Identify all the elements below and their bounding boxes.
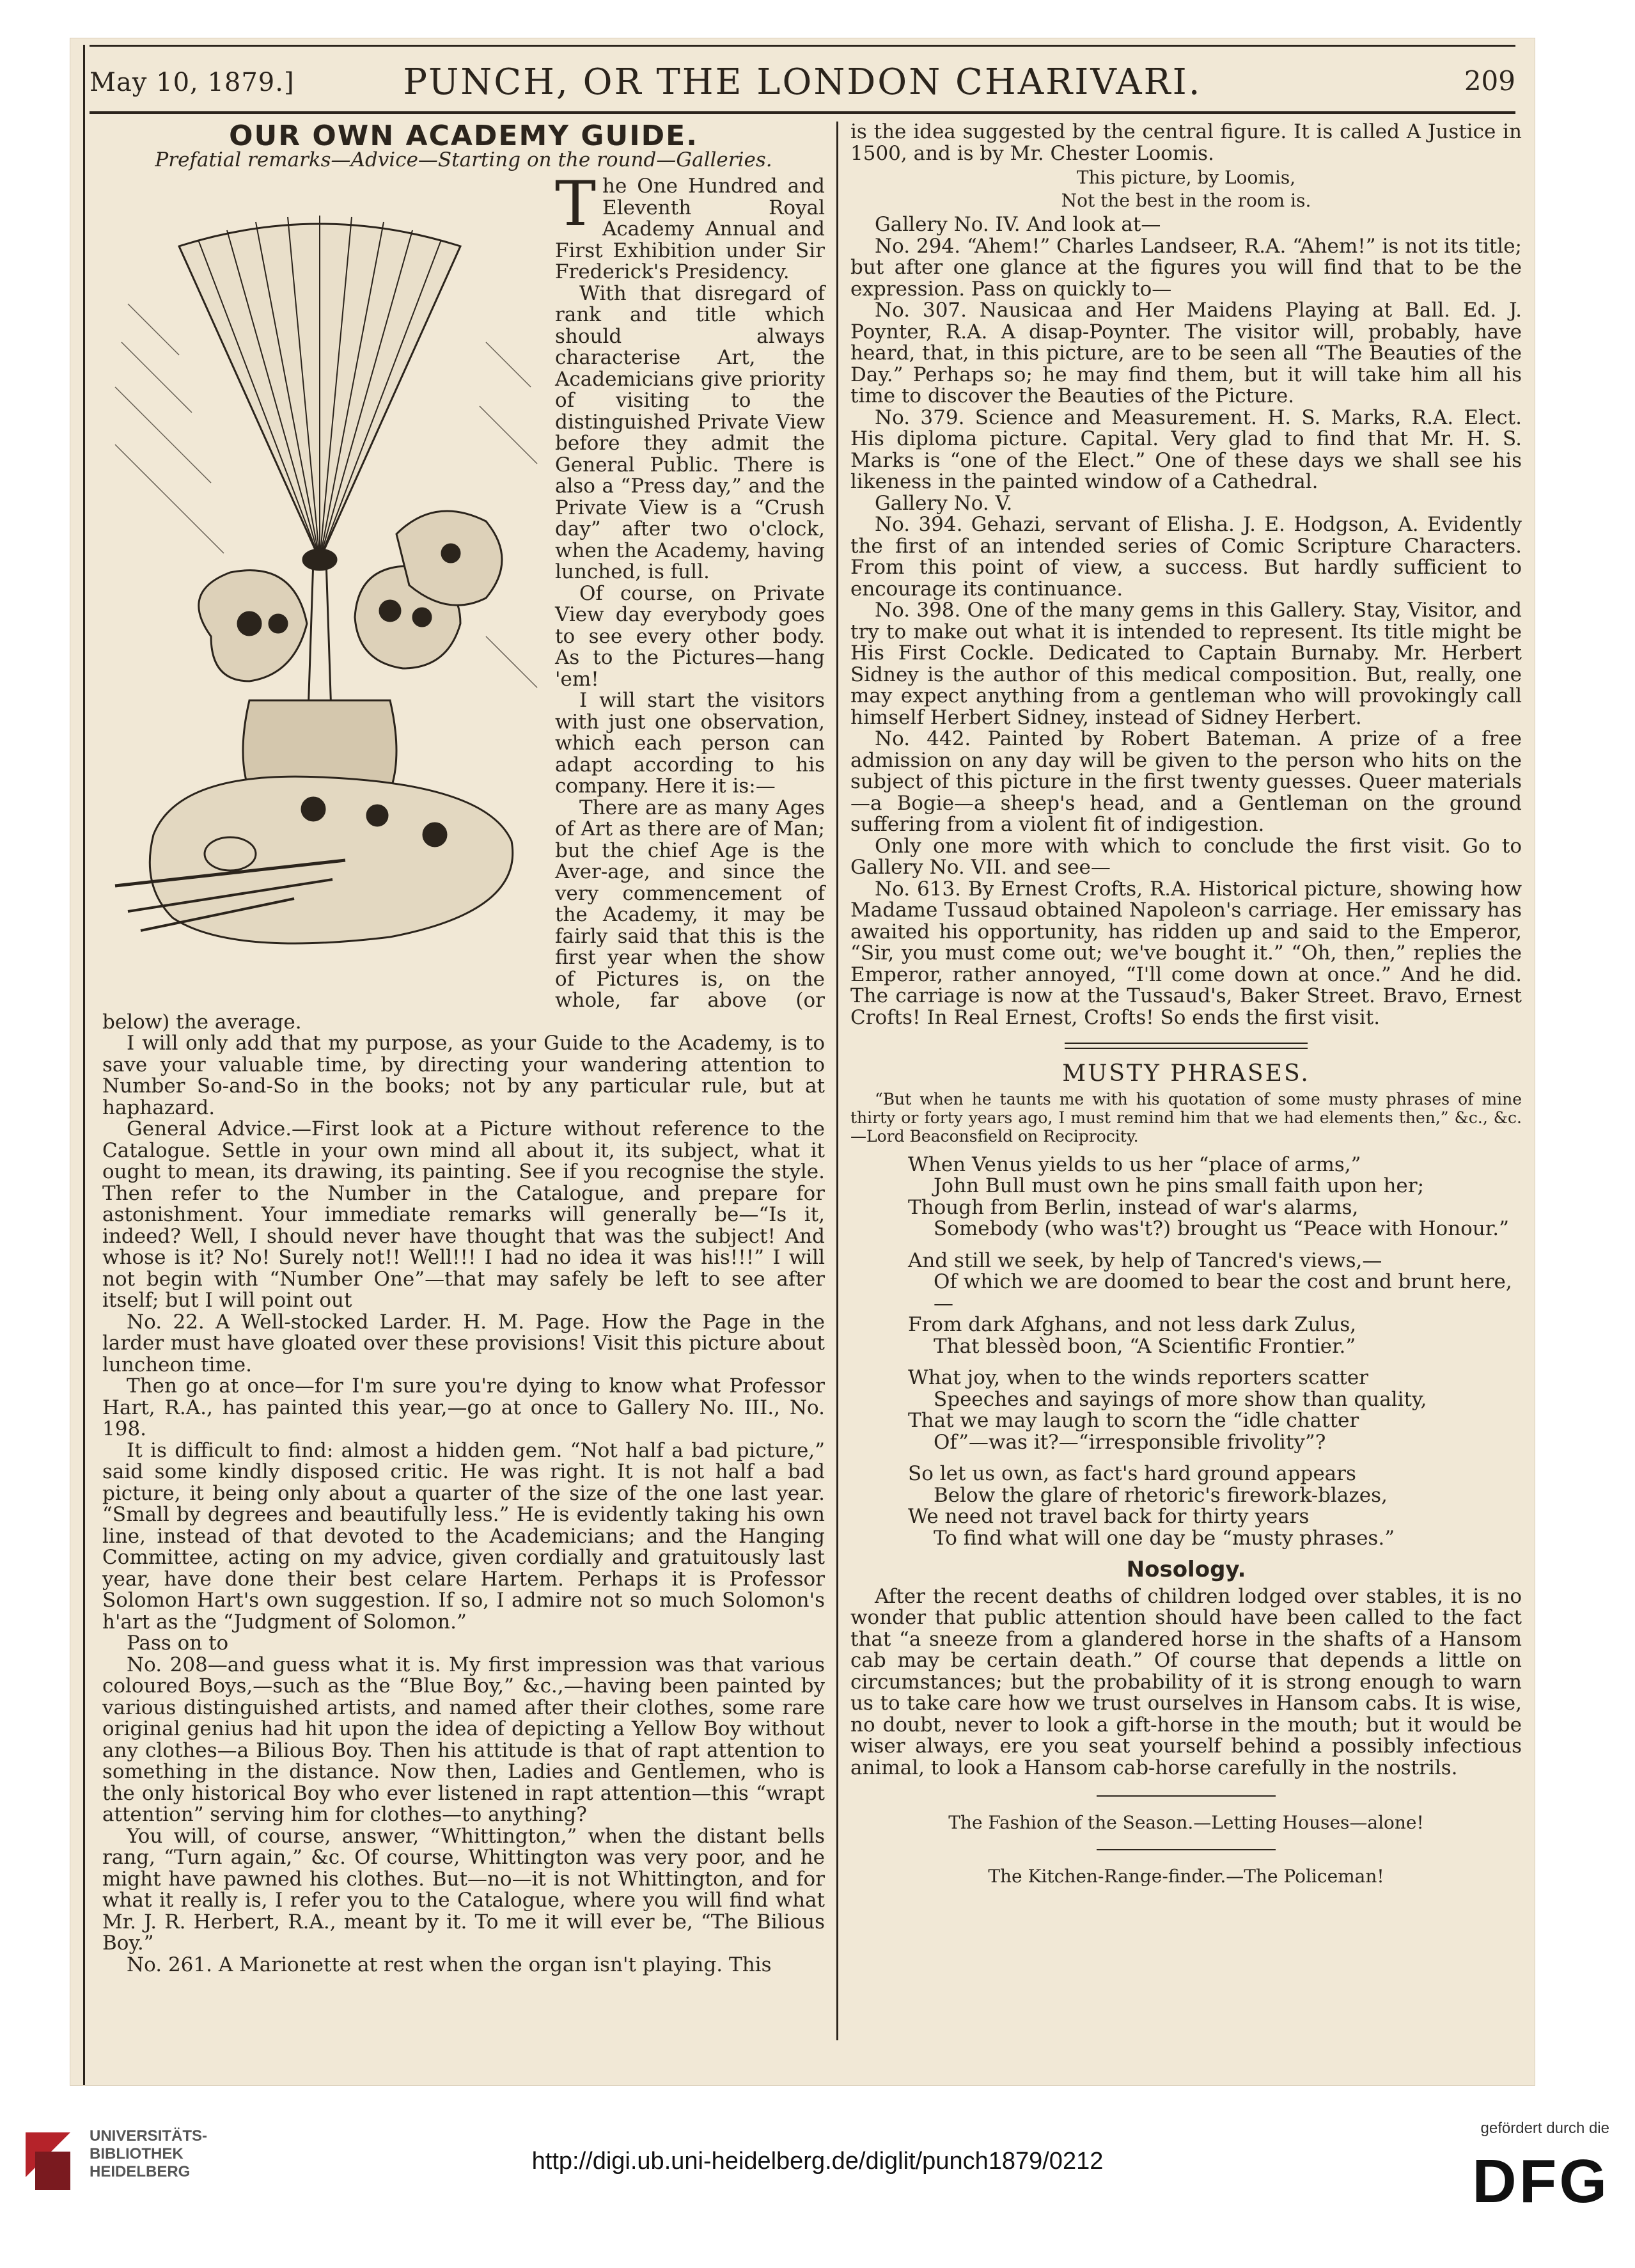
running-head [90,50,1515,114]
paragraph: General Advice.—First look at a Picture without reference to the Catalogue. Settle in your own mind all about it, its subject, what it ought to mean, its drawing, its painting. See if you recognise the style. Then refer to the Number in the Catalogue, and prepare for astonishment. Your immediate remarks will generally be—“Is it, indeed? Well, I should never have thought that was the subject! And whose is it? No! Surely not!! Well!!! I had no idea it was his!!!” I will not begin with “Number One”—that may safely be left to see after itself; but I will point out [102,1117,825,1312]
article-subtitle: Prefatial remarks—Advice—Starting on the round—Galleries. [155,148,772,171]
section-divider [1097,1849,1276,1850]
epigraph: “But when he taunts me with his quotation of some musty phrases of mine thirty or forty years ago, I must remind him that we had elements then,” &c., &c.—Lord Beaconsfield on Reciprocity. [850,1089,1522,1146]
stanza [908,1154,1522,1240]
paragraph: I will start the visitors with just one observation, which each person can adapt according to his company. Here it is:— [555,689,825,798]
couplet-line: Not the best in the room is. [1061,190,1311,211]
left-border [83,45,85,2085]
poem-line: When Venus yields to us her “place of arms,” [908,1153,1361,1176]
paragraph: No. 261. A Marionette at rest when the organ isn't playing. This [127,1953,772,1976]
stanza [908,1367,1522,1453]
article-title: OUR OWN ACADEMY GUIDE. [229,120,698,152]
right-column [850,122,1522,1890]
paragraph: I will only add that my purpose, as your Guide to the Academy, is to save your valuable time, by directing your wandering attention to Number So-and-So in the books; not by any particular rule, but at haphazard. [102,1032,825,1119]
left-column [102,122,825,1976]
digitization-footer [0,2111,1635,2268]
paragraph: Gallery No. V. [875,491,1013,515]
paragraph: There are as many Ages of Art as there are of Man; but the chief Age is the Aver-age, and since the very commencement of the Academy, it may be fairly said that this is the first year when the show of Pictures is, on the whole, far above (or below) the average. [102,796,825,1034]
page-number: 209 [1464,65,1515,97]
poem-line: Though from Berlin, instead of war's alarms, [908,1195,1359,1219]
library-line: BIBLIOTHEK [90,2145,184,2162]
poem-line: Of which we are doomed to bear the cost and brunt here,— [934,1270,1512,1315]
fan-skulls-palette-illustration [102,176,544,1001]
poem-line: We need not travel back for thirty years [908,1505,1310,1528]
couplet-line: This picture, by Loomis, [1076,167,1296,188]
poem-line: To find what will one day be “musty phrases.” [934,1526,1395,1550]
library-line: UNIVERSITÄTS- [90,2127,208,2145]
intro-paragraph: he One Hundred and Eleventh Royal Academy Annual and First Exhibition under Sir Frederick's Presidency. [555,175,825,283]
top-border [90,45,1515,47]
poem-line: Of”—was it?—“irresponsible frivolity”? [934,1430,1326,1454]
poem-line: John Bull must own he pins small faith upon her; [934,1174,1425,1197]
kitchen-note: The Kitchen-Range-finder.—The Policeman! [988,1866,1384,1887]
issue-date: May 10, 1879.] [90,68,295,97]
section-divider [1097,1795,1276,1797]
poem-line: That we may laugh to scorn the “idle chatter [908,1409,1359,1432]
musty-phrases-title: MUSTY PHRASES. [1062,1060,1310,1087]
dfg-logo: DFG [1472,2147,1609,2216]
publication-title: PUNCH, OR THE LONDON CHARIVARI. [403,61,1202,103]
section-divider [1065,1043,1308,1049]
paragraph: No. 22. A Well-stocked Larder. H. M. Page. How the Page in the larder must have gloated over these provisions! Visit this picture about luncheon time. [102,1310,825,1376]
stanza [908,1250,1522,1358]
paragraph: Gallery No. IV. And look at— [875,213,1161,236]
paragraph: Then go at once—for I'm sure you're dying to know what Professor Hart, R.A., has painted this year,—go at once to Gallery No. III., No. 198. [102,1374,825,1440]
poem-line: Somebody (who was't?) brought us “Peace with Honour.” [934,1217,1509,1240]
poem-line: That blessèd boon, “A Scientific Frontier.” [934,1334,1356,1358]
poem-line: So let us own, as fact's hard ground appears [908,1462,1356,1485]
paragraph: No. 398. One of the many gems in this Gallery. Stay, Visitor, and try to make out what it is intended to represent. Its title might be His First Cockle. Dedicated to Captain Burnaby. Mr. Herbert Sidney is the author of this medical composition. But, really, one may expect anything from a gentleman who will provokingly call himself Herbert Sidney, instead of Sidney Herbert. [850,599,1522,729]
paragraph: With that disregard of rank and title which should always characterise Art, the Academicians give priority of visiting to the distinguished Private View before they admit the General Public. There is also a “Press day,” and the Private View is a “Crush day” after two o'clock, when the Academy, having lunched, is full. [555,281,825,583]
paragraph: No. 294. “Ahem!” Charles Landseer, R.A. “Ahem!” is not its title; but after one glance at the figures you will find that to be the expression. Pass on quickly to— [850,234,1522,301]
paragraph: Pass on to [127,1632,229,1655]
poem-line: From dark Afghans, and not less dark Zulus, [908,1313,1357,1336]
paragraph: You will, of course, answer, “Whittington,” when the distant bells rang, “Turn again,” &c. Of course, Whittington was very poor, and he might have pawned his clothes. But—no—it is not Whittington, and for what it really is, I refer you to the Catalogue, where you will find what Mr. J. R. Herbert, R.A., meant by it. To me it will ever be, “The Bilious Boy.” [102,1824,825,1955]
dropcap-t: T [555,168,597,240]
paragraph: No. 307. Nausicaa and Her Maidens Playing at Ball. Ed. J. Poynter, R.A. A disap-Poynter. The visitor will, probably, have heard, that, in this picture, are to be seen all “The Beauties of the Day.” Perhaps so; he may find them, but it will take him all his time to discover the Beauties of the Picture. [850,299,1522,407]
paragraph: It is difficult to find: almost a hidden gem. “Not half a bad picture,” said some kindly disposed critic. He was right. It is not half a bad picture, it being only about a quarter of the size of the one last year. “Small by degrees and beautifully less.” He is evidently taking his own line, instead of that devoted to the Academicians; and the Hanging Committee, acting on my advice, given cordially and gratuitously last year, have done their best celare Hartem. Perhaps it is Professor Solomon Hart's own suggestion. If so, I admire not so much Solomon's h'art as the “Judgment of Solomon.” [102,1438,825,1634]
paragraph: No. 379. Science and Measurement. H. S. Marks, R.A. Elect. His diploma picture. Capital. Very glad to find that Mr. H. S. Marks is “one of the Elect.” One of these days we shall see his likeness in the painted window of a Cathedral. [850,406,1522,493]
poem-line: What joy, when to the winds reporters scatter [908,1366,1368,1389]
paragraph: No. 442. Painted by Robert Bateman. A prize of a free admission on any day will be given to the person who hits on the subject of this picture in the first twenty guesses. Queer materials—a Bogie—a sheep's head, and a Gentleman on the ground suffering from a violent fit of indigestion. [850,727,1522,836]
paragraph: is the idea suggested by the central figure. It is called A Justice in 1500, and is by Mr. Chester Loomis. [850,120,1522,165]
paragraph: No. 394. Gehazi, servant of Elisha. J. E. Hodgson, A. Evidently the first of an intended series of Comic Scripture Characters. From this point of view, a success. But hardly sufficient to encourage its continuance. [850,513,1522,601]
source-url-link[interactable]: http://digi.ub.uni-heidelberg.de/diglit/punch1879/0212 [531,2148,1104,2175]
newspaper-page [70,38,1535,2085]
paragraph: Only one more with which to conclude the first visit. Go to Gallery No. VII. and see— [850,834,1522,879]
fashion-note: The Fashion of the Season.—Letting Houses—alone! [948,1812,1424,1833]
paragraph: Of course, on Private View day everybody goes to see every other body. As to the Pictures—hang 'em! [555,581,825,691]
poem-line: And still we seek, by help of Tancred's views,— [908,1248,1382,1272]
paragraph: No. 208—and guess what it is. My first impression was that various coloured Boys,—such as the “Blue Boy,” &c.,—having been painted by various distinguished artists, and named after their clothes, some rare original genius had hit upon the idea of depicting a Yellow Boy without any clothes—a Bilious Boy. Then his attitude is that of rapt attention to something in the distance. Now then, Ladies and Gentlemen, who is the only historical Boy who ever listened in rapt attention—this “wrapt attention” serving him for clothes—to anything? [102,1653,825,1826]
nosology-title: Nosology. [1126,1557,1246,1582]
library-line: HEIDELBERG [90,2163,191,2180]
poem-line: Speeches and sayings of more show than quality, [934,1387,1427,1411]
poem [908,1154,1522,1550]
column-divider [836,122,838,2040]
stanza [908,1463,1522,1549]
poem-line: Below the glare of rhetoric's firework-blazes, [934,1483,1388,1507]
paragraph: After the recent deaths of children lodged over stables, it is no wonder that public attention should have been called to the fact that “a sneeze from a glandered horse in the shafts of a Hansom cab may be certain death.” Of course that depends a little on circumstances; but the probability of it is strong enough to warn us to take care how we trust ourselves in Hansom cabs. It is wise, no doubt, never to look a gift-horse in the mouth; but it would be wiser always, ere you seat yourself behind a possibly infectious animal, to look a Hansom cab-horse carefully in the nostrils. [850,1584,1522,1779]
funded-by-label: gefördert durch die [1480,2120,1609,2137]
paragraph: No. 613. By Ernest Crofts, R.A. Historical picture, showing how Madame Tussaud obtained Napoleon's carriage. Her emissary has awaited his opportunity, has ridden up and said to the Emperor, “Sir, you must come out; we've bought it.” “Oh, then,” replies the Emperor, rather annoyed, “I'll come down at once.” And he did. The carriage is now at the Tussaud's, Baker Street. Bravo, Ernest Crofts! In Real Ernest, Crofts! So ends the first visit. [850,877,1522,1029]
